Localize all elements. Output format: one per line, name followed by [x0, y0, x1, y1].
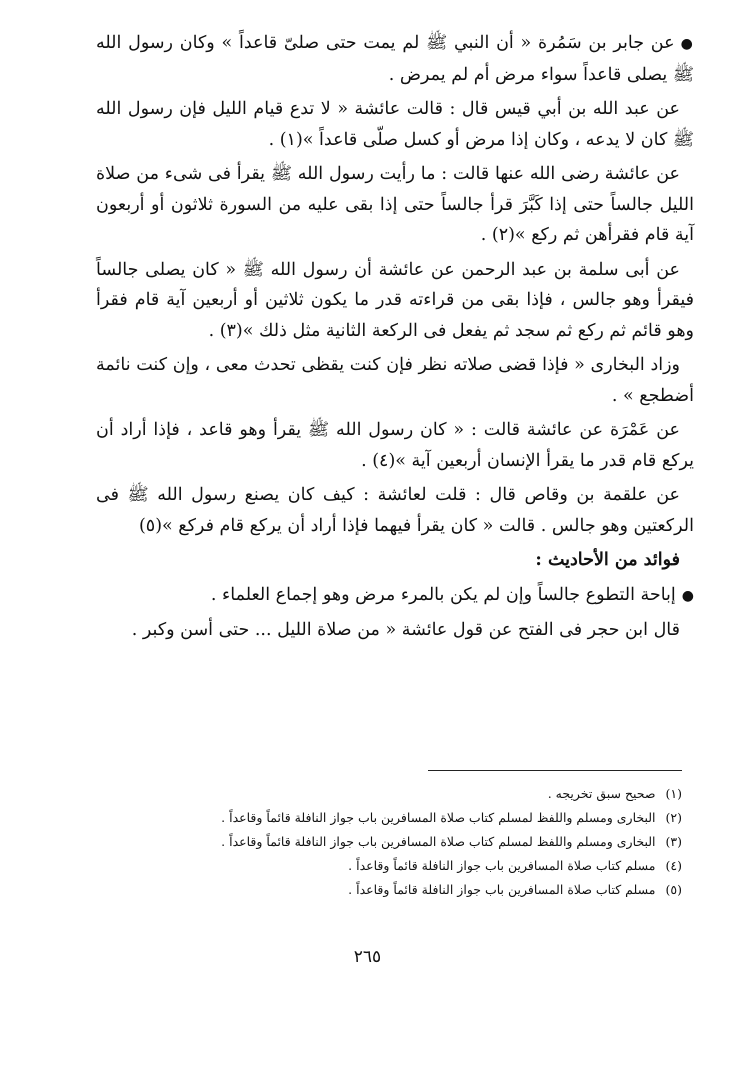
footnote-number: (٣) [665, 834, 682, 849]
bullet-icon: ● [681, 587, 694, 604]
footnote-text: البخارى ومسلم واللفظ لمسلم كتاب صلاة المسافرين باب جواز النافلة قائماً وقاعداً . [221, 810, 656, 825]
footnotes [100, 782, 682, 902]
footnote [100, 782, 682, 806]
paragraph-text: عن جابر بن سَمُرة « أن النبي ﷺ لم يمت حتى صلىّ قاعداً » وكان رسول الله ﷺ يصلى قاعداً سواء مرض أم لم يمرض . [96, 33, 694, 85]
paragraph: عن عبد الله بن أبي قيس قال : قالت عائشة « لا تدع قيام الليل فإن رسول الله ﷺ كان لا يدعه ، وكان إذا مرض أو كسل صلّى قاعداً »(١) . [96, 99, 694, 150]
footnote-number: (٤) [665, 858, 682, 873]
paragraph: قال ابن حجر فى الفتح عن قول عائشة « من صلاة الليل ... حتى أسن وكبر . [131, 620, 680, 640]
paragraph-text: إباحة التطوع جالساً وإن لم يكن بالمرء مرض وهو إجماع العلماء . [210, 584, 676, 605]
footnote-text: البخارى ومسلم واللفظ لمسلم كتاب صلاة المسافرين باب جواز النافلة قائماً وقاعداً . [221, 834, 656, 849]
section-heading: فوائد من الأحاديث : [535, 550, 680, 570]
footnote-number: (١) [665, 786, 682, 801]
paragraph: عن عائشة رضى الله عنها قالت : ما رأيت رسول الله ﷺ يقرأ فى شىء من صلاة الليل جالساً حتى إذا كَبَّرَ قرأ جالساً حتى إذا بقى عليه من السورة ثلاثون أو أربعون آية قام فقرأهن ثم ركع »(٢) . [96, 164, 694, 245]
footnote-number: (٥) [665, 882, 682, 897]
bullet-icon: ● [680, 36, 694, 52]
page-number: ٢٦٥ [353, 947, 382, 967]
paragraph [96, 580, 694, 612]
paragraph: عن أبى سلمة بن عبد الرحمن عن عائشة أن رسول الله ﷺ « كان يصلى جالساً فيقرأ وهو جالس ، فإذا بقى من قراءته قدر ما يكون ثلاثين أو أربعين آية قام فقرأ وهو قائم ثم ركع ثم سجد ثم يفعل فى الركعة الثانية مثل ذلك »(٣) . [96, 259, 694, 341]
footnote [100, 830, 682, 854]
footnote [100, 878, 682, 902]
paragraph: وزاد البخارى « فإذا قضى صلاته نظر فإن كنت يقظى تحدث معى ، وإن كنت نائمة أضطجع » . [96, 355, 694, 406]
footnote-text: صحيح سبق تخريجه . [547, 786, 656, 801]
footnote-text: مسلم كتاب صلاة المسافرين باب جواز النافلة قائماً وقاعداً . [348, 882, 656, 897]
paragraph: عن علقمة بن وقاص قال : قلت لعائشة : كيف كان يصنع رسول الله ﷺ فى الركعتين وهو جالس . قالت « كان يقرأ فيهما فإذا أراد أن يركع قام فركع »(٥) [96, 485, 694, 536]
footnote [100, 806, 682, 830]
main-text [96, 28, 694, 650]
footnote-number: (٢) [665, 810, 682, 825]
footnote [100, 854, 682, 878]
footnote-divider [428, 770, 682, 771]
paragraph: عن عَمْرَة عن عائشة قالت : « كان رسول الله ﷺ يقرأ وهو قاعد ، فإذا أراد أن يركع قام قدر ما يقرأ الإنسان أربعين آية »(٤) . [96, 420, 694, 471]
footnote-text: مسلم كتاب صلاة المسافرين باب جواز النافلة قائماً وقاعداً . [348, 858, 656, 873]
paragraph [96, 28, 694, 90]
